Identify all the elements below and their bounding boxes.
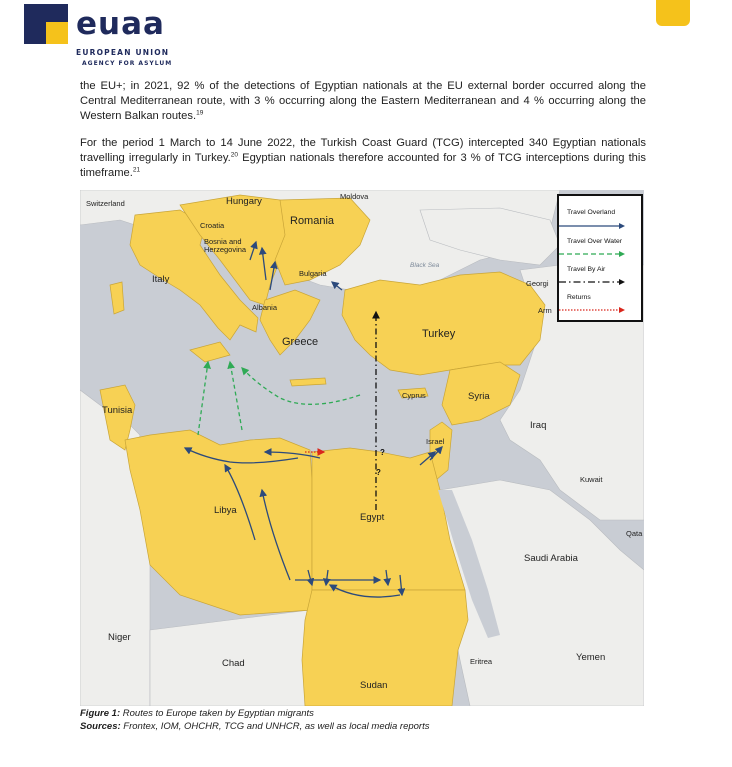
figure-caption-label: Figure 1: [80,708,121,719]
label-albania: Albania [252,303,278,312]
label-switzerland: Switzerland [86,199,125,208]
label-black-sea: Black Sea [410,262,440,269]
legend-label-returns: Returns [567,294,591,301]
label-hungary: Hungary [226,196,262,207]
paragraph-2-text-a: For the period 1 March to 14 June 2022, the Turkish Coast Guard (TCG) intercepted 340 Egyptian nationals travelling irregularly in Turkey. [80,137,646,164]
question-mark-1: ? [380,448,385,457]
question-mark-2: ? [376,468,381,477]
footnote-ref-19[interactable]: 19 [196,109,204,117]
paragraph-2-text-b: Egyptian nationals therefore accounted for 3 % of TCG interceptions during this timeframe. [80,152,646,179]
label-kuwait: Kuwait [580,475,603,484]
label-libya: Libya [214,505,237,516]
label-cyprus: Cyprus [402,391,426,400]
figure-sources-label: Sources: [80,721,121,732]
legend-swatch-returns [559,306,627,314]
label-romania: Romania [290,215,335,227]
footnote-ref-21[interactable]: 21 [132,166,141,174]
legend-swatch-water [559,250,627,258]
map-legend [557,194,643,322]
legend-swatch-air [559,278,627,286]
figure-sources-text: Frontex, IOM, OHCHR, TCG and UNHCR, as well as local media reports [120,721,430,732]
euaa-logo [24,4,184,68]
label-armenia: Arm [538,306,552,315]
label-turkey: Turkey [422,328,456,340]
label-syria: Syria [468,391,490,402]
euaa-logo-mark [24,4,68,44]
label-saudi-arabia: Saudi Arabia [524,553,578,564]
label-georgia: Georgi [526,279,549,288]
legend-label-overland: Travel Overland [567,209,616,216]
label-yemen: Yemen [576,652,606,663]
logo-subtitle-1: EUROPEAN UNION [76,48,170,57]
figure-caption-text: Routes to Europe taken by Egyptian migrants [120,708,314,719]
page-corner-tab [656,0,690,26]
logo-subtitle-2: AGENCY FOR ASYLUM [82,60,173,67]
label-sudan: Sudan [360,680,388,691]
label-italy: Italy [152,274,170,285]
figure-caption [80,708,314,719]
label-tunisia: Tunisia [102,405,133,416]
label-greece: Greece [282,336,319,348]
footnote-ref-20[interactable]: 20 [230,151,239,159]
figure-sources [80,721,430,732]
label-qatar: Qata [626,529,643,538]
label-chad: Chad [222,658,245,669]
label-israel: Israel [426,437,445,446]
label-iraq: Iraq [530,420,547,431]
paragraph-1 [80,79,646,124]
legend-label-water: Travel Over Water [567,238,623,245]
label-croatia: Croatia [200,221,225,230]
logo-wordmark: euaa [76,6,165,42]
legend-label-air: Travel By Air [567,266,606,273]
label-bulgaria: Bulgaria [299,269,327,278]
label-niger: Niger [108,632,131,643]
paragraph-2 [80,136,646,181]
paragraph-1-text: the EU+; in 2021, 92 % of the detections of Egyptian nationals at the EU external border occurred along the Central Mediterranean route, with 3 % occurring along the Eastern Mediterranean and 4 % occurring along the Western Balkan routes. [80,80,646,122]
routes-map [80,190,644,706]
label-moldova: Moldova [340,192,369,201]
label-eritrea: Eritrea [470,657,493,666]
label-egypt: Egypt [360,512,385,523]
legend-swatch-overland [559,222,627,230]
label-bosnia: Bosnia and Herzegovina [204,237,247,254]
